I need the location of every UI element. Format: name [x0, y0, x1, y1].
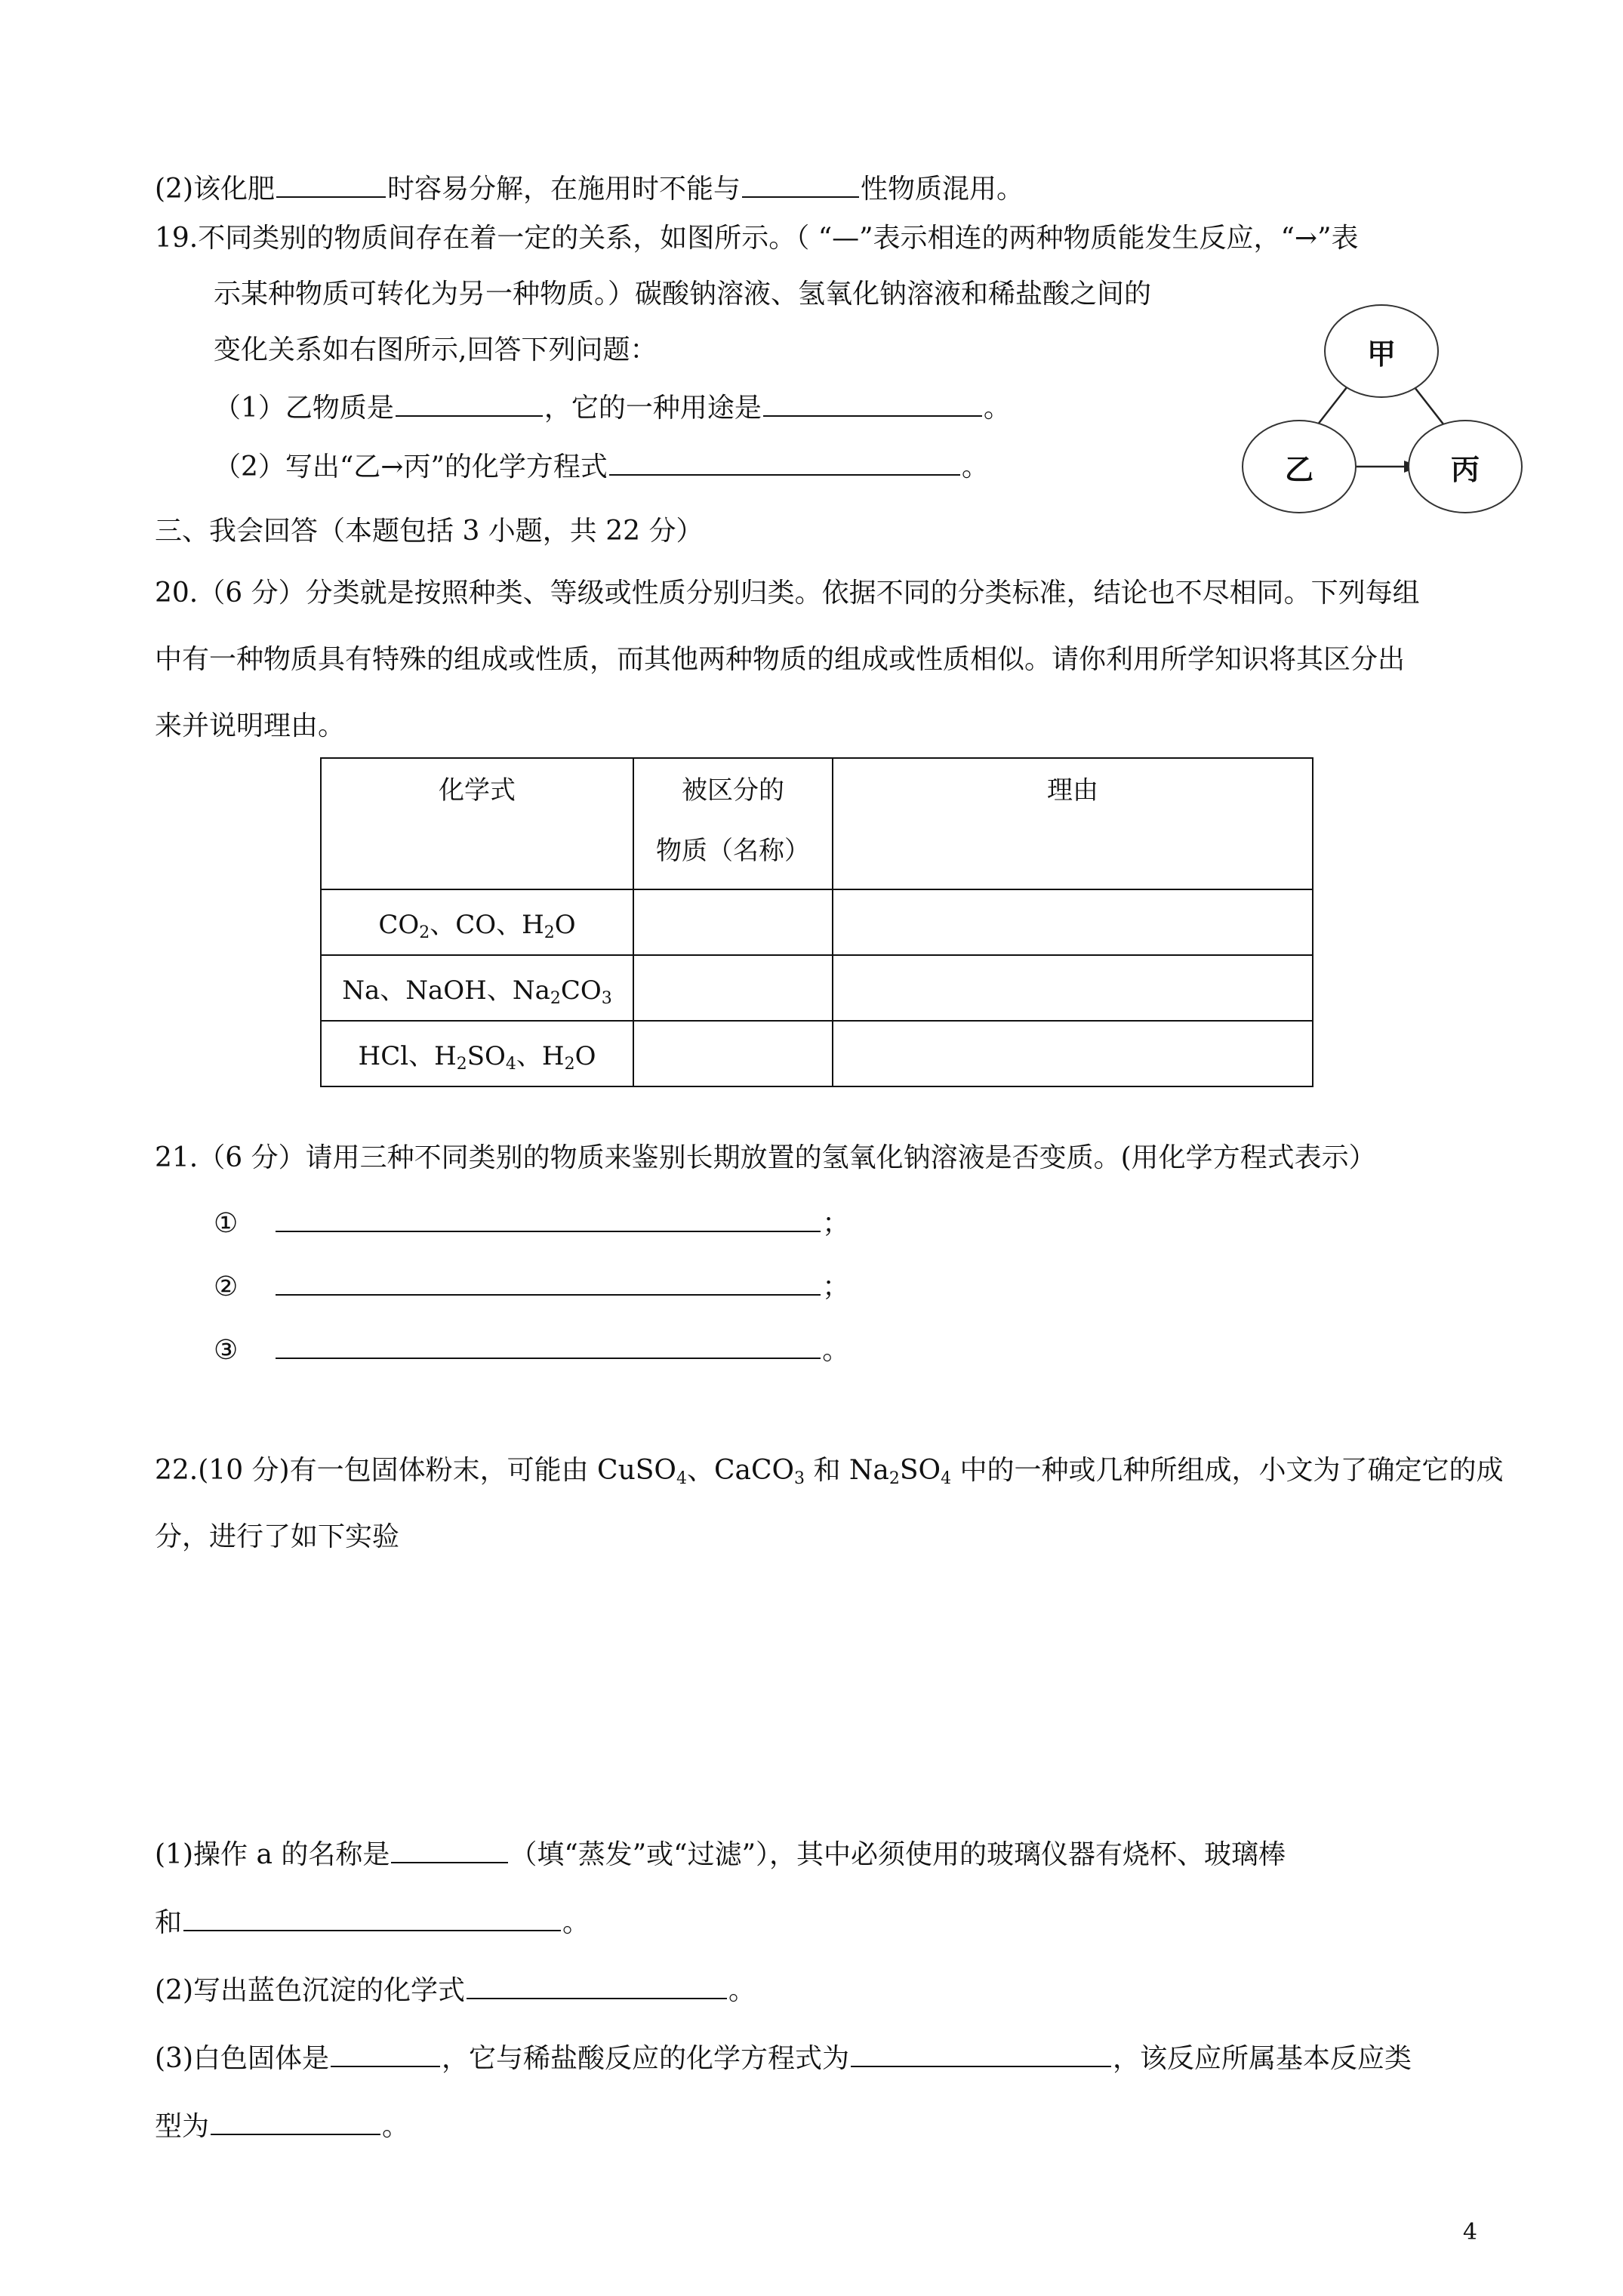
- answer-blank[interactable]: [331, 2040, 440, 2067]
- formula-cell: $CO_2$、CO、$H_2O$: [321, 889, 633, 955]
- answer-cell[interactable]: [633, 955, 833, 1021]
- q20-line3: 来并说明理由。: [155, 710, 346, 741]
- q19-stem-line1: 19.不同类别的物质间存在着一定的关系，如图所示。（ “—”表示相连的两种物质能发生反应，“→”表: [155, 223, 1359, 254]
- table-row: [321, 955, 1313, 1021]
- formula-cell: HCl、$H_2SO_4$、$H_2O$: [321, 1021, 633, 1086]
- answer-blank[interactable]: [276, 1268, 821, 1296]
- answer-blank[interactable]: [211, 2108, 380, 2135]
- q21-stem: 21.（6 分）请用三种不同类别的物质来鉴别长期放置的氢氧化钠溶液是否变质。(用化学方程式表示）: [155, 1142, 1376, 1173]
- q20-line2: 中有一种物质具有特殊的组成或性质，而其他两种物质的组成或性质相似。请你利用所学知识将其区分出: [155, 644, 1406, 675]
- section-heading: 三、我会回答（本题包括 3 小题，共 22 分）: [155, 516, 704, 547]
- q22-part2: (2)写出蓝色沉淀的化学式 。: [155, 1972, 756, 2008]
- q22-part3-line2: 型为 。: [155, 2108, 409, 2143]
- answer-cell[interactable]: [833, 889, 1313, 955]
- q19-stem-line3: 变化关系如右图所示,回答下列问题：: [214, 334, 658, 365]
- q21-item-1: ① ；: [214, 1205, 849, 1240]
- q19-part1: （1）乙物质是 ，它的一种用途是 。: [214, 390, 1011, 425]
- classification-table: [320, 757, 1313, 1087]
- formula-cell: Na、NaOH、$Na_2CO_3$: [321, 955, 633, 1021]
- header-distinguished: 被区分的 物质（名称）: [633, 758, 833, 889]
- answer-blank[interactable]: [851, 2040, 1111, 2067]
- diagram-node-right: 丙: [1408, 420, 1523, 513]
- q18-part2: (2)该化肥 时容易分解，在施用时不能与 性物质混用。: [155, 171, 1024, 206]
- answer-cell[interactable]: [833, 955, 1313, 1021]
- answer-blank[interactable]: [467, 1972, 727, 1999]
- q21-item-3: ③ 。: [214, 1332, 849, 1367]
- answer-blank[interactable]: [183, 1904, 561, 1931]
- q21-item-2: ② ；: [214, 1268, 849, 1304]
- answer-blank[interactable]: [276, 1205, 821, 1232]
- answer-blank[interactable]: [742, 171, 859, 198]
- table-header-row: [321, 758, 1313, 889]
- diagram-node-left: 乙: [1242, 420, 1357, 513]
- diagram-node-top: 甲: [1324, 304, 1439, 398]
- answer-blank[interactable]: [396, 390, 543, 417]
- q19-part2: （2）写出“乙→丙”的化学方程式 。: [214, 448, 989, 484]
- answer-blank[interactable]: [763, 390, 982, 417]
- q22-part1: (1)操作 a 的名称是 （填“蒸发”或“过滤”），其中必须使用的玻璃仪器有烧杯、玻璃棒: [155, 1836, 1286, 1872]
- q22-part3: (3)白色固体是 ，它与稀盐酸反应的化学方程式为 ，该反应所属基本反应类: [155, 2040, 1412, 2076]
- answer-cell[interactable]: [633, 1021, 833, 1086]
- q22-stem-line2: 分，进行了如下实验: [155, 1521, 400, 1552]
- answer-blank[interactable]: [609, 448, 960, 476]
- answer-cell[interactable]: [633, 889, 833, 955]
- q22-part1-line2: 和 。: [155, 1904, 590, 1940]
- header-reason: 理由: [833, 758, 1313, 889]
- answer-blank[interactable]: [391, 1836, 508, 1863]
- answer-cell[interactable]: [833, 1021, 1313, 1086]
- page-number: 4: [1462, 2219, 1477, 2245]
- q20-line1: 20.（6 分）分类就是按照种类、等级或性质分别归类。依据不同的分类标准，结论也不尽相同。下列每组: [155, 578, 1420, 609]
- answer-blank[interactable]: [276, 1332, 821, 1359]
- table-row: [321, 1021, 1313, 1086]
- q19-stem-line2: 示某种物质可转化为另一种物质。）碳酸钠溶液、氢氧化钠溶液和稀盐酸之间的: [214, 279, 1152, 310]
- table-row: [321, 889, 1313, 955]
- header-formula: 化学式: [321, 758, 633, 889]
- answer-blank[interactable]: [276, 171, 386, 198]
- q22-stem-line1: 22.(10 分)有一包固体粉末，可能由 CuSO$_4$、CaCO$_3$ 和 $Na_2SO_4$ 中的一种或几种所组成，小文为了确定它的成: [155, 1455, 1504, 1488]
